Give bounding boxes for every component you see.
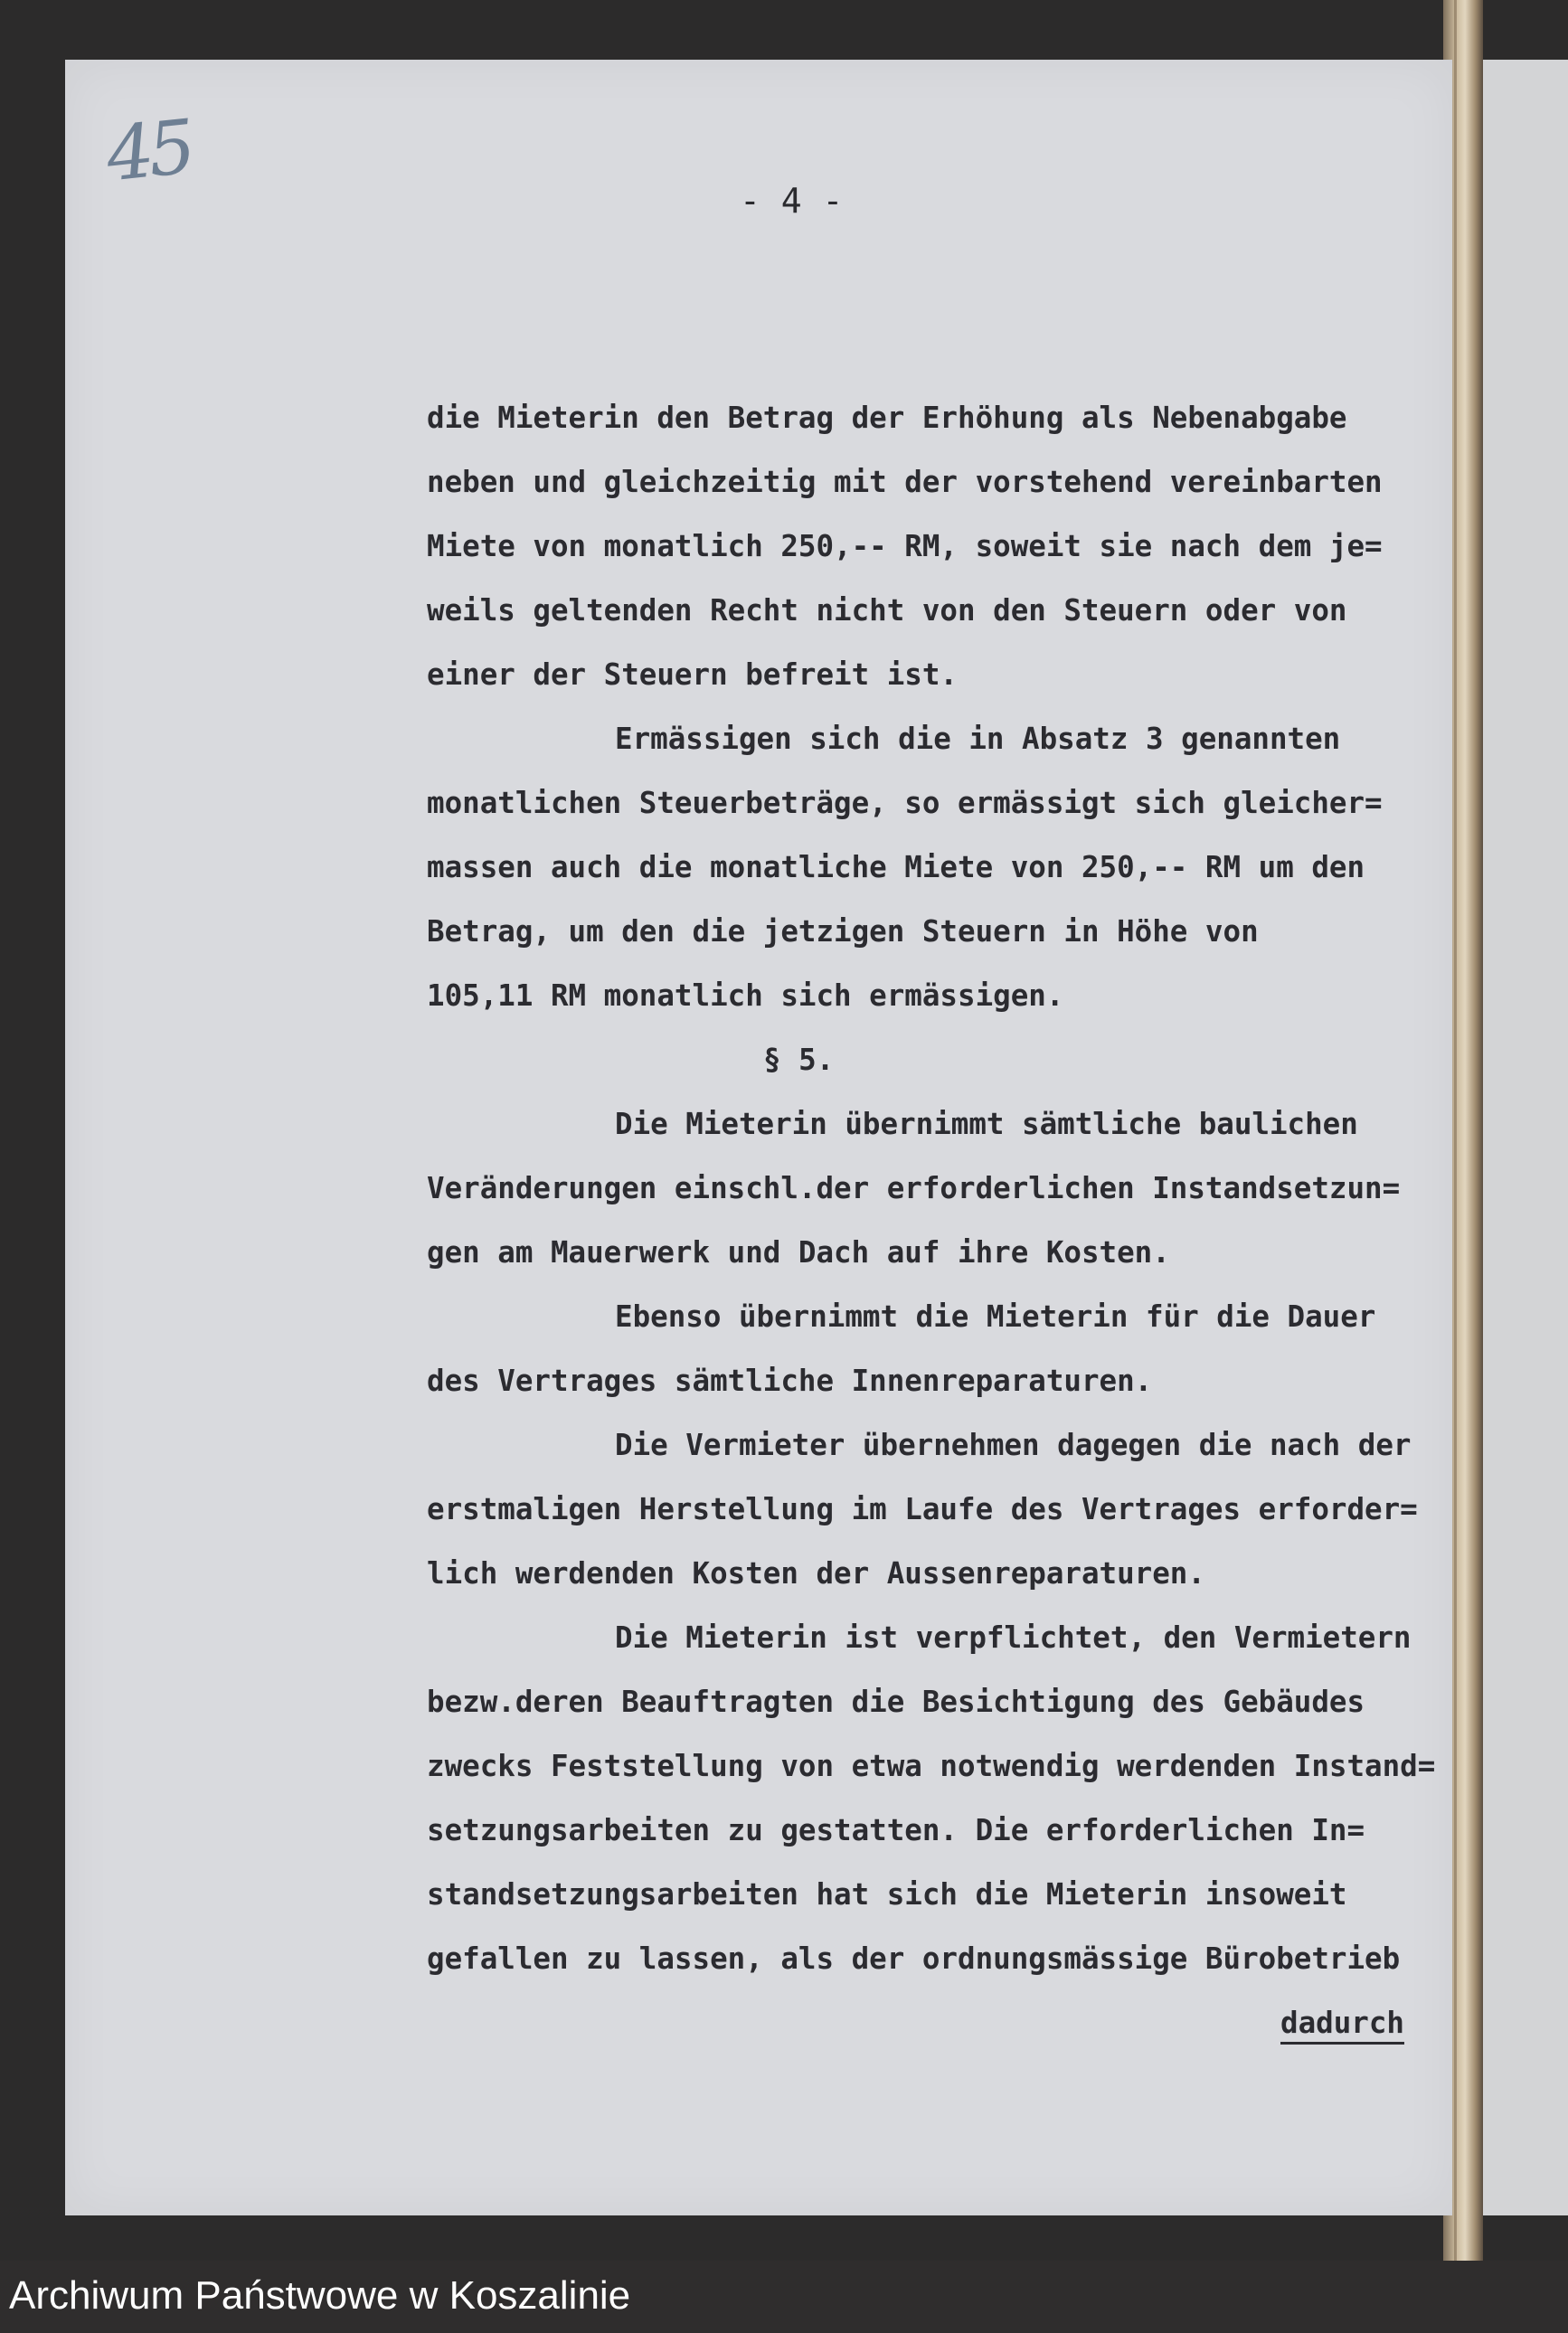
text-line: die Mieterin den Betrag der Erhöhung als Nebenabgabe bbox=[427, 401, 1347, 435]
archive-name: Archiwum Państwowe w Koszalinie bbox=[9, 2273, 631, 2318]
page-number: - 4 - bbox=[740, 181, 844, 221]
text-line: zwecks Feststellung von etwa notwendig werdenden Instand= bbox=[427, 1749, 1436, 1783]
text-line: Betrag, um den die jetzigen Steuern in Höhe von bbox=[427, 914, 1259, 949]
text-line: Die Mieterin übernimmt sämtliche baulichen bbox=[615, 1107, 1358, 1141]
text-line: setzungsarbeiten zu gestatten. Die erforderlichen In= bbox=[427, 1813, 1365, 1847]
text-line: Ermässigen sich die in Absatz 3 genannten bbox=[615, 722, 1341, 756]
text-line: gefallen zu lassen, als der ordnungsmässige Bürobetrieb bbox=[427, 1941, 1401, 1976]
text-line: Die Vermieter übernehmen dagegen die nach der bbox=[615, 1428, 1412, 1462]
text-line: neben und gleichzeitig mit der vorstehend vereinbarten bbox=[427, 465, 1383, 499]
text-line: Ebenso übernimmt die Mieterin für die Dauer bbox=[615, 1299, 1376, 1334]
text-line: Die Mieterin ist verpflichtet, den Vermietern bbox=[615, 1620, 1412, 1655]
text-line: Veränderungen einschl.der erforderlichen Instandsetzun= bbox=[427, 1171, 1401, 1205]
text-line: bezw.deren Beauftragten die Besichtigung des Gebäudes bbox=[427, 1685, 1365, 1719]
text-line: monatlichen Steuerbeträge, so ermässigt sich gleicher= bbox=[427, 786, 1383, 820]
text-line: weils geltenden Recht nicht von den Steuern oder von bbox=[427, 593, 1347, 628]
typewritten-body bbox=[427, 400, 1476, 2040]
text-line: massen auch die monatliche Miete von 250,-- RM um den bbox=[427, 850, 1365, 884]
text-line: 105,11 RM monatlich sich ermässigen. bbox=[427, 978, 1064, 1013]
folio-number: 45 bbox=[102, 104, 195, 199]
text-line: erstmaligen Herstellung im Laufe des Vertrages erforder= bbox=[427, 1492, 1418, 1526]
text-line: gen am Mauerwerk und Dach auf ihre Kosten. bbox=[427, 1235, 1170, 1270]
text-line: einer der Steuern befreit ist. bbox=[427, 657, 958, 692]
text-line: des Vertrages sämtliche Innenreparaturen. bbox=[427, 1364, 1153, 1398]
text-line: standsetzungsarbeiten hat sich die Mieterin insoweit bbox=[427, 1877, 1347, 1912]
text-line: lich werdenden Kosten der Aussenreparaturen. bbox=[427, 1556, 1205, 1591]
section-heading: § 5. bbox=[763, 1043, 835, 1077]
footer-bar bbox=[0, 2261, 1568, 2333]
text-line: Miete von monatlich 250,-- RM, soweit sie nach dem je= bbox=[427, 529, 1383, 563]
catchword: dadurch bbox=[1280, 2006, 1404, 2040]
adjacent-page-edge bbox=[1474, 60, 1568, 2215]
